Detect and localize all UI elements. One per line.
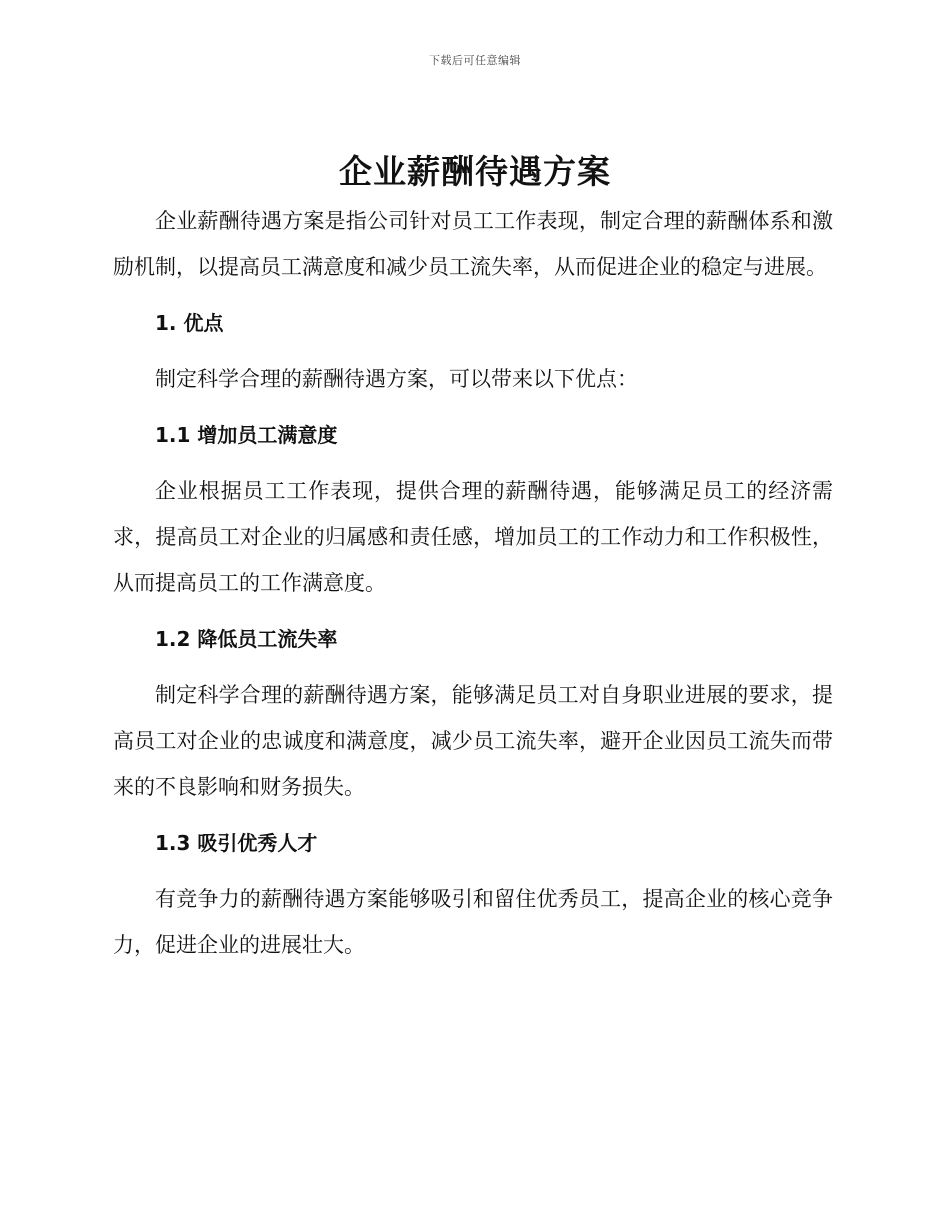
section-paragraph-satisfaction: 企业根据员工工作表现，提供合理的薪酬待遇，能够满足员工的经济需求，提高员工对企业的归属感和责任感，增加员工的工作动力和工作积极性，从而提高员工的工作满意度。 bbox=[113, 479, 833, 595]
page-header-note: 下载后可任意编辑 bbox=[429, 54, 521, 67]
section-heading-turnover: 1.2 降低员工流失率 bbox=[155, 627, 338, 651]
section-paragraph-turnover: 制定科学合理的薪酬待遇方案，能够满足员工对自身职业进展的要求，提高员工对企业的忠诚度和满意度，减少员工流失率，避开企业因员工流失而带来的不良影响和财务损失。 bbox=[113, 683, 833, 799]
section-heading-satisfaction: 1.1 增加员工满意度 bbox=[155, 423, 338, 447]
intro-paragraph: 企业薪酬待遇方案是指公司针对员工工作表现，制定合理的薪酬体系和激励机制，以提高员工满意度和减少员工流失率，从而促进企业的稳定与进展。 bbox=[113, 209, 833, 279]
section-paragraph-talent: 有竞争力的薪酬待遇方案能够吸引和留住优秀员工，提高企业的核心竞争力，促进企业的进展壮大。 bbox=[113, 887, 833, 957]
section-heading-advantages: 1. 优点 bbox=[155, 311, 224, 335]
document-body bbox=[113, 198, 833, 968]
section-paragraph-advantages: 制定科学合理的薪酬待遇方案，可以带来以下优点： bbox=[155, 367, 638, 391]
document-title: 企业薪酬待遇方案 bbox=[339, 152, 611, 191]
section-heading-talent: 1.3 吸引优秀人才 bbox=[155, 831, 318, 855]
